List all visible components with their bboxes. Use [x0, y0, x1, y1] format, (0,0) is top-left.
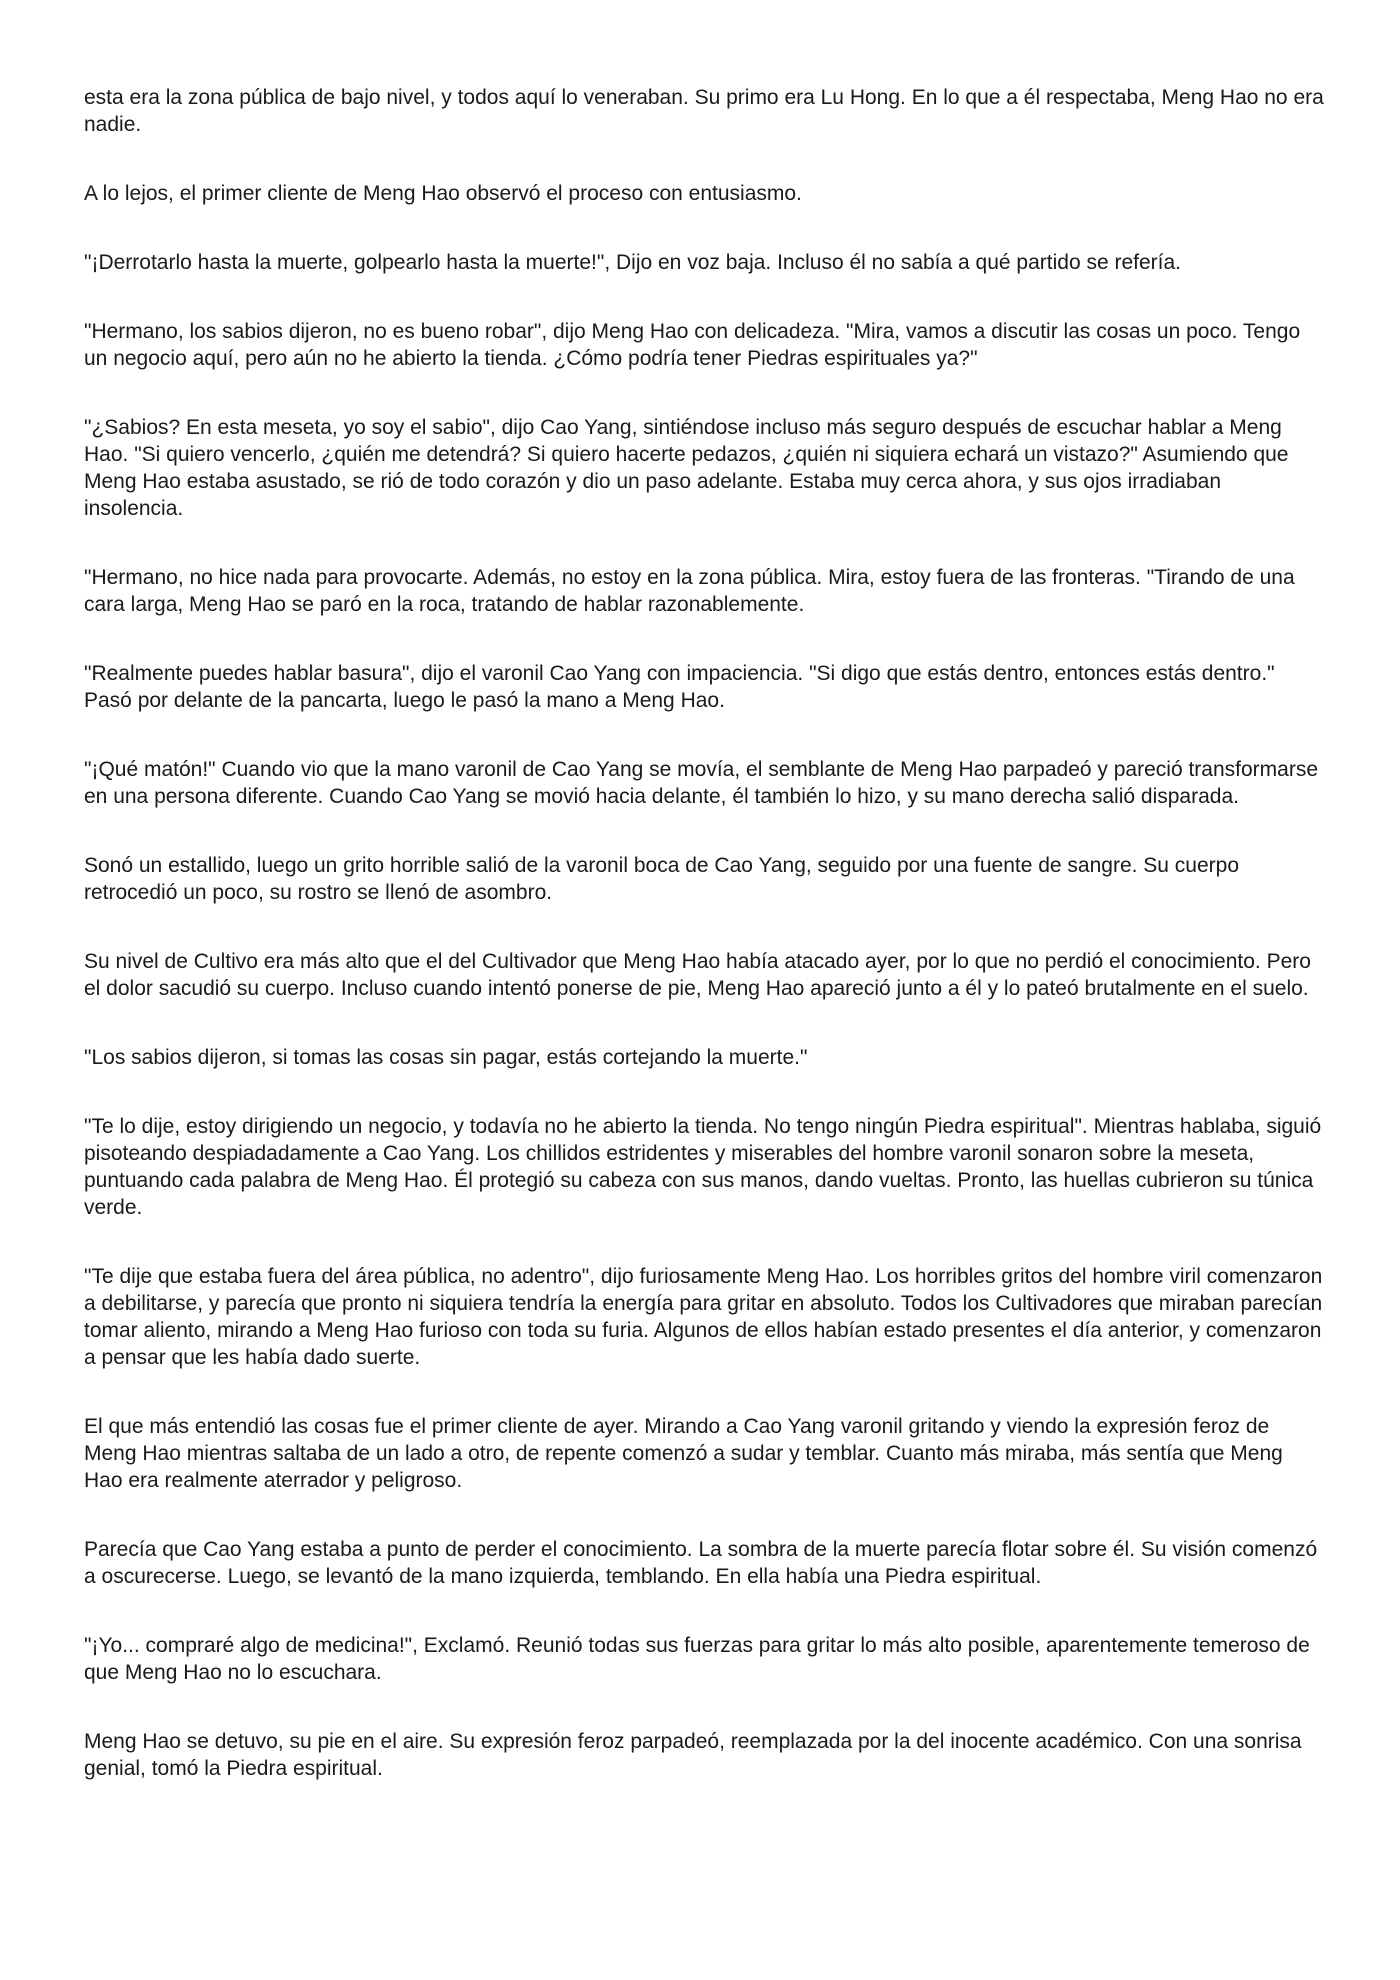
paragraph: "Hermano, no hice nada para provocarte. Además, no estoy en la zona pública. Mira, estoy fuera de las fronteras. "Tirando de una cara larga, Meng Hao se paró en la roca, tratando de hablar razonablemente.	[84, 566, 1295, 616]
paragraph: Sonó un estallido, luego un grito horrible salió de la varonil boca de Cao Yang, seguido por una fuente de sangre. Su cuerpo retrocedió un poco, su rostro se llenó de asombro.	[84, 854, 1240, 904]
document-page	[84, 84, 1324, 1824]
paragraph: "Te dije que estaba fuera del área pública, no adentro", dijo furiosamente Meng Hao. Los horribles gritos del hombre viril comenzaron a debilitarse, y parecía que pronto ni siquiera tendría la energía para gritar en absoluto. Todos los Cultivadores que miraban parecían tomar aliento, mirando a Meng Hao furioso con toda su furia. Algunos de ellos habían estado presentes el día anterior, y comenzaron a pensar que les había dado suerte.	[84, 1265, 1323, 1369]
paragraph: Meng Hao se detuvo, su pie en el aire. Su expresión feroz parpadeó, reemplazada por la del inocente académico. Con una sonrisa genial, tomó la Piedra espiritual.	[84, 1730, 1302, 1780]
paragraph: El que más entendió las cosas fue el primer cliente de ayer. Mirando a Cao Yang varonil gritando y viendo la expresión feroz de Meng Hao mientras saltaba de un lado a otro, de repente comenzó a sudar y temblar. Cuanto más miraba, más sentía que Meng Hao era realmente aterrador y peligroso.	[84, 1415, 1283, 1492]
paragraph: Parecía que Cao Yang estaba a punto de perder el conocimiento. La sombra de la muerte parecía flotar sobre él. Su visión comenzó a oscurecerse. Luego, se levantó de la mano izquierda, temblando. En ella había una Piedra espiritual.	[84, 1538, 1318, 1588]
paragraph: "Los sabios dijeron, si tomas las cosas sin pagar, estás cortejando la muerte."	[84, 1046, 808, 1069]
paragraph: "¡Derrotarlo hasta la muerte, golpearlo hasta la muerte!", Dijo en voz baja. Incluso él no sabía a qué partido se refería.	[84, 251, 1182, 274]
paragraph: "¿Sabios? En esta meseta, yo soy el sabio", dijo Cao Yang, sintiéndose incluso más seguro después de escuchar hablar a Meng Hao. "Si quiero vencerlo, ¿quién me detendrá? Si quiero hacerte pedazos, ¿quién ni siquiera echará un vistazo?" Asumiendo que Meng Hao estaba asustado, se rió de todo corazón y dio un paso adelante. Estaba muy cerca ahora, y sus ojos irradiaban insolencia.	[84, 416, 1289, 520]
paragraph: Su nivel de Cultivo era más alto que el del Cultivador que Meng Hao había atacado ayer, por lo que no perdió el conocimiento. Pero el dolor sacudió su cuerpo. Incluso cuando intentó ponerse de pie, Meng Hao apareció junto a él y lo pateó brutalmente en el suelo.	[84, 950, 1311, 1000]
paragraph: "Realmente puedes hablar basura", dijo el varonil Cao Yang con impaciencia. "Si digo que estás dentro, entonces estás dentro." Pasó por delante de la pancarta, luego le pasó la mano a Meng Hao.	[84, 662, 1275, 712]
paragraph: esta era la zona pública de bajo nivel, y todos aquí lo veneraban. Su primo era Lu Hong. En lo que a él respectaba, Meng Hao no era nadie.	[84, 86, 1324, 136]
paragraph: "Hermano, los sabios dijeron, no es bueno robar", dijo Meng Hao con delicadeza. "Mira, vamos a discutir las cosas un poco. Tengo un negocio aquí, pero aún no he abierto la tienda. ¿Cómo podría tener Piedras espirituales ya?"	[84, 320, 1301, 370]
paragraph: "¡Yo... compraré algo de medicina!", Exclamó. Reunió todas sus fuerzas para gritar lo más alto posible, aparentemente temeroso de que Meng Hao no lo escuchara.	[84, 1634, 1310, 1684]
paragraph: "Te lo dije, estoy dirigiendo un negocio, y todavía no he abierto la tienda. No tengo ningún Piedra espiritual". Mientras hablaba, siguió pisoteando despiadadamente a Cao Yang. Los chillidos estridentes y miserables del hombre varonil sonaron sobre la meseta, puntuando cada palabra de Meng Hao. Él protegió su cabeza con sus manos, dando vueltas. Pronto, las huellas cubrieron su túnica verde.	[84, 1115, 1322, 1219]
paragraph: A lo lejos, el primer cliente de Meng Hao observó el proceso con entusiasmo.	[84, 182, 802, 205]
paragraph: "¡Qué matón!" Cuando vio que la mano varonil de Cao Yang se movía, el semblante de Meng Hao parpadeó y pareció transformarse en una persona diferente. Cuando Cao Yang se movió hacia delante, él también lo hizo, y su mano derecha salió disparada.	[84, 758, 1318, 808]
